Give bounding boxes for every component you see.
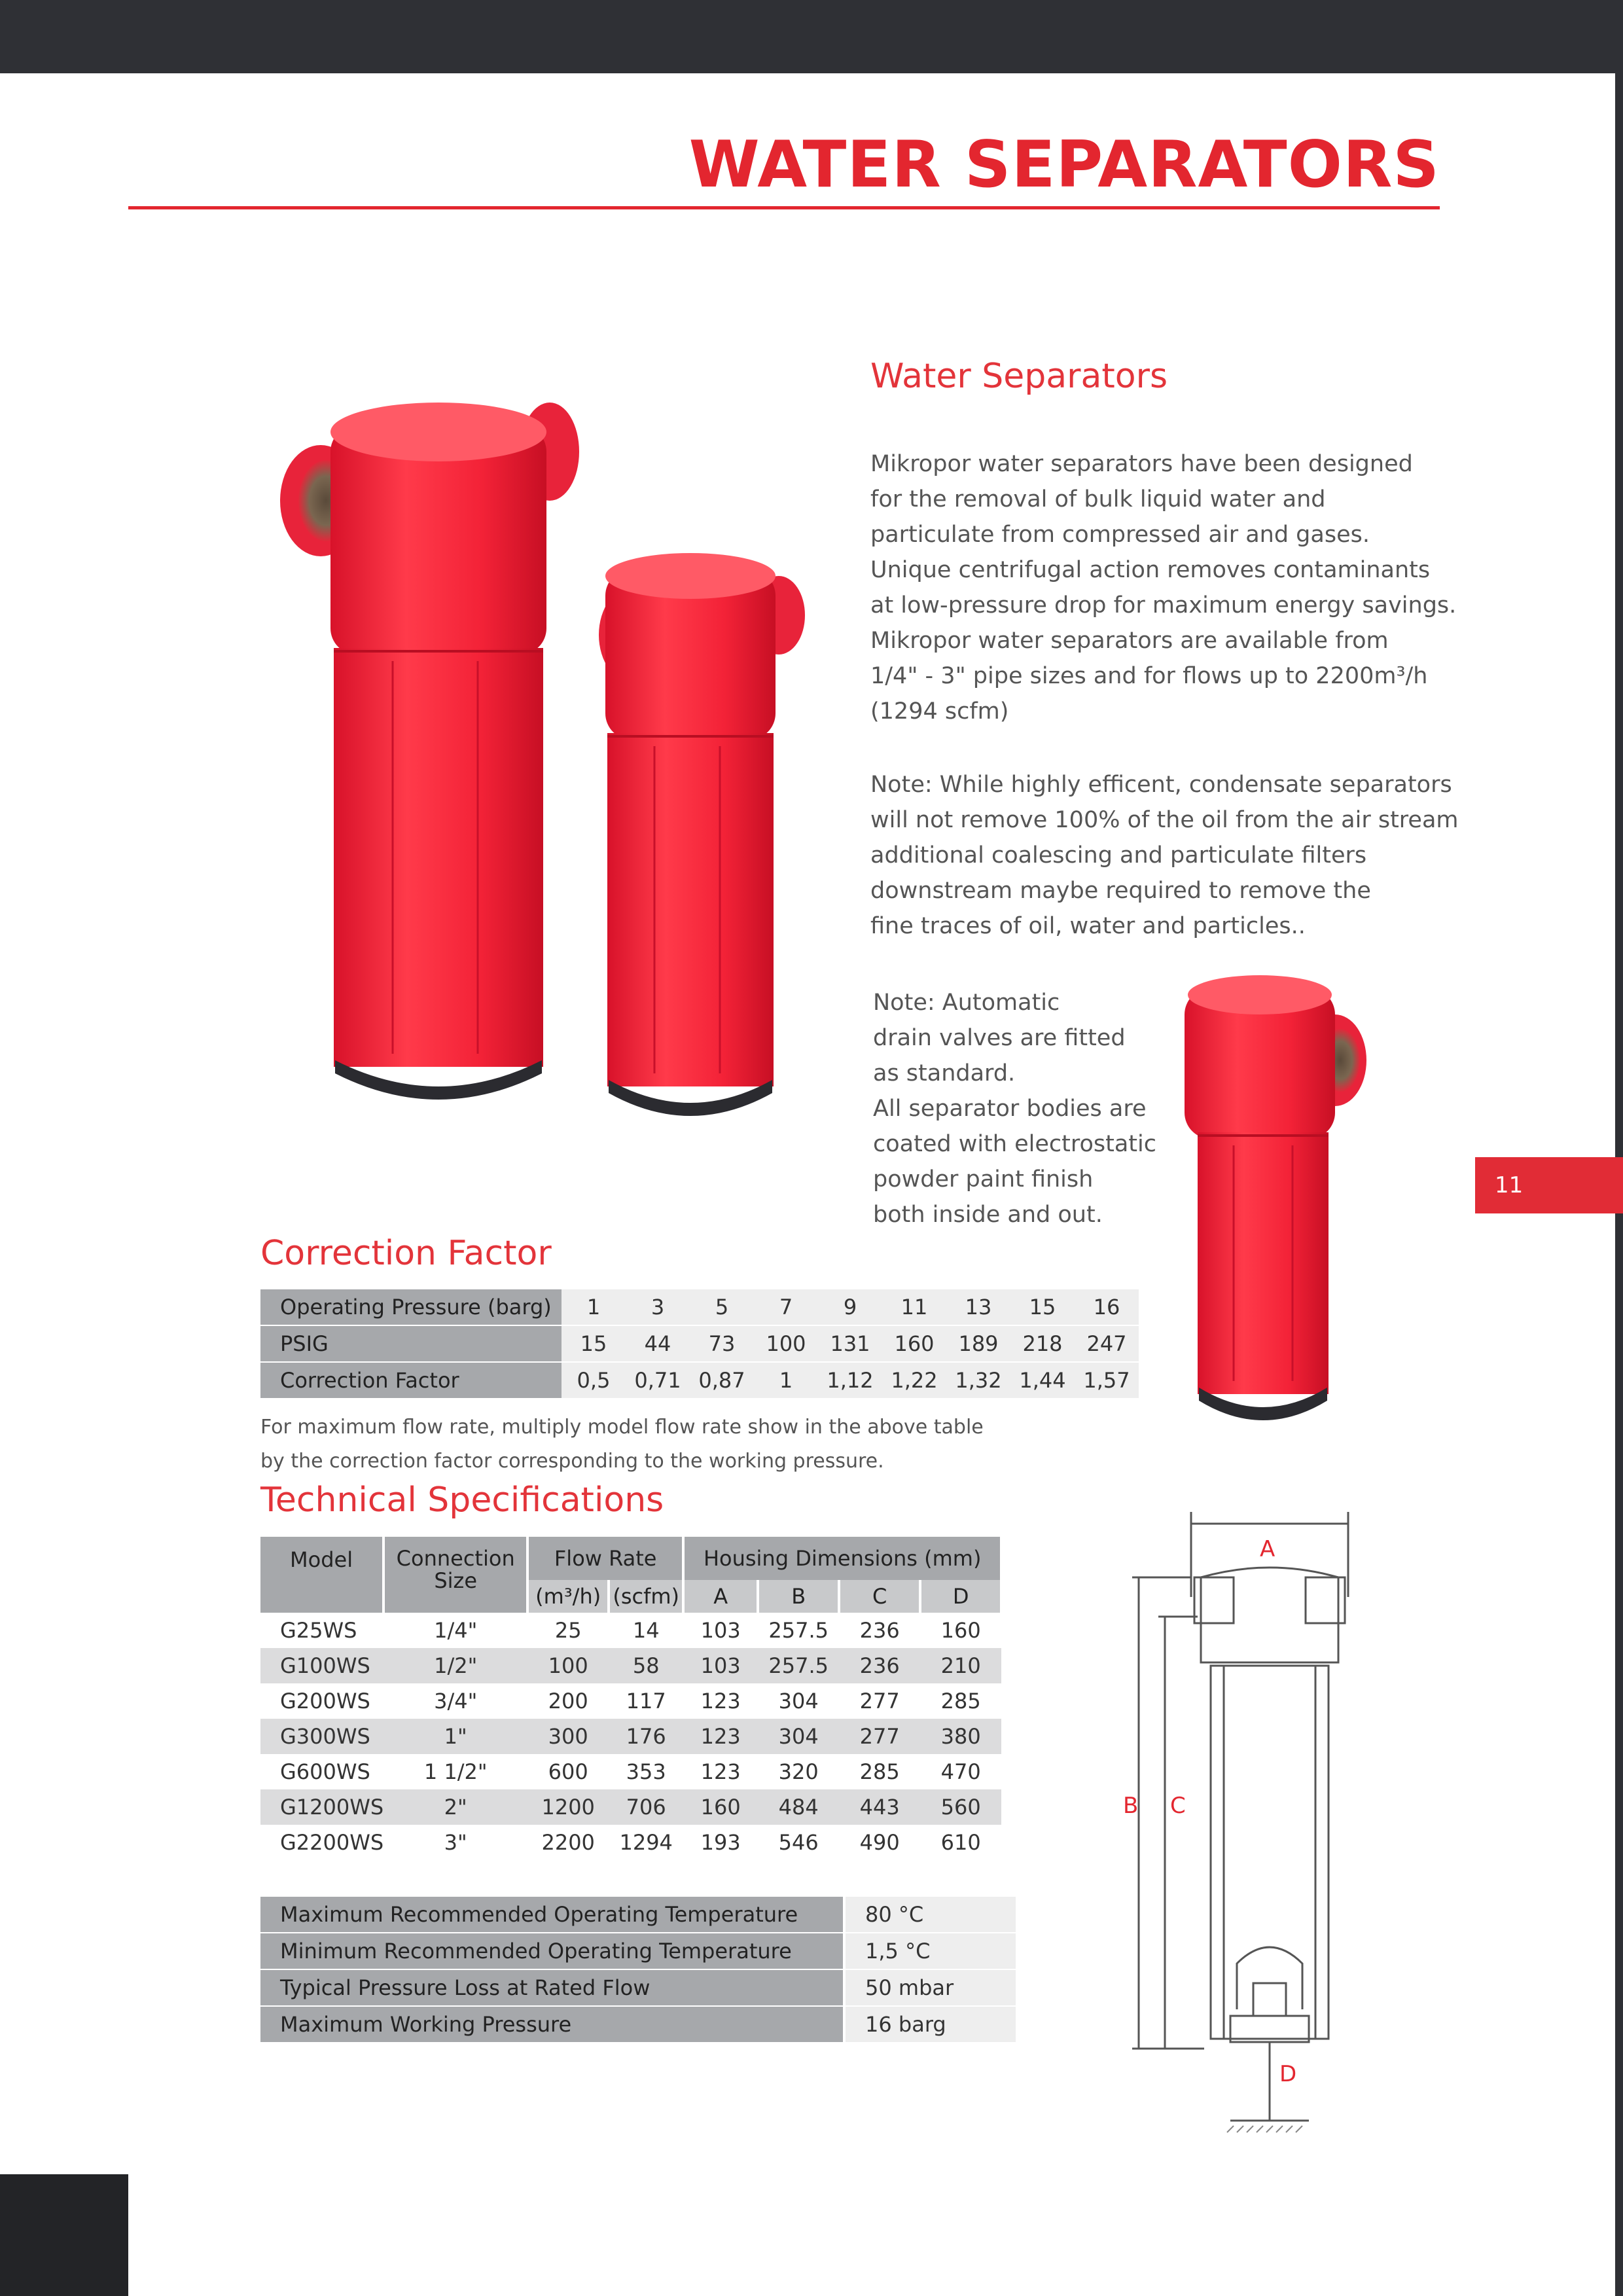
cell: 3" (444, 1830, 467, 1855)
cell: 1 1/2" (423, 1759, 488, 1784)
table-row (260, 1719, 1001, 1754)
cell: 123 (700, 1689, 741, 1713)
header-flow-rate: Flow Rate (527, 1537, 683, 1580)
cell: 117 (626, 1689, 666, 1713)
cell: 9 (818, 1289, 882, 1325)
correction-factor-table (260, 1289, 1139, 1399)
cell: 73 (690, 1325, 754, 1362)
cell: 103 (683, 1648, 758, 1683)
note-line: additional coalescing and particulate filters (870, 842, 1367, 869)
cell: 123 (700, 1759, 741, 1784)
cell: 0,5 (562, 1362, 626, 1399)
right-edge-bar (1615, 0, 1623, 2296)
limit-value: 16 barg (844, 2006, 1016, 2043)
limit-label: Typical Pressure Loss at Rated Flow (260, 1969, 844, 2006)
drain-note-line: All separator bodies are (873, 1096, 1147, 1122)
intro-line: particulate from compressed air and gases. (870, 522, 1370, 548)
cell: 560 (920, 1789, 1001, 1825)
cell: 600 (548, 1759, 588, 1784)
intro-heading: Water Separators (870, 357, 1168, 396)
limit-value: 80 °C (844, 1897, 1016, 1933)
cell: 200 (548, 1689, 588, 1713)
cell: 277 (859, 1689, 900, 1713)
note-line: will not remove 100% of the oil from the air stream (870, 807, 1459, 833)
model-cell: G1200WS (260, 1789, 383, 1825)
cell: 1,22 (882, 1362, 946, 1399)
cell: 100 (527, 1648, 609, 1683)
table-row (260, 1825, 1001, 1860)
page-title: WATER SEPARATORS (688, 128, 1440, 202)
cell: 210 (920, 1648, 1001, 1683)
correction-footnote (260, 1410, 1046, 1479)
cell: 1 (754, 1362, 818, 1399)
dimension-diagram (1113, 1505, 1387, 2134)
product-photo-single (1171, 975, 1368, 1433)
table-row (260, 1933, 1016, 1969)
table-row (260, 1754, 1001, 1789)
cell: 304 (758, 1719, 839, 1754)
product-photo-pair (262, 386, 812, 1158)
spec-table-body (260, 1613, 1001, 1860)
intro-line: 1/4" - 3" pipe sizes and for flows up to 2200m³/h (870, 663, 1428, 689)
row-label: Correction Factor (260, 1362, 562, 1399)
cell: 1/4" (434, 1618, 478, 1643)
note-line: Note: While highly efficent, condensate separators (870, 772, 1452, 798)
note-line: downstream maybe required to remove the (870, 878, 1371, 904)
model-cell: G2200WS (280, 1830, 384, 1855)
cell: 546 (778, 1830, 819, 1855)
header-housing: Housing Dimensions (mm) (683, 1537, 1001, 1580)
intro-line: (1294 scfm) (870, 698, 1009, 725)
cell: 16 (1075, 1289, 1139, 1325)
cell: 285 (859, 1759, 900, 1784)
cell: 1294 (619, 1830, 673, 1855)
cell: 610 (940, 1830, 981, 1855)
table-row (260, 1289, 1139, 1325)
label-a: A (1260, 1536, 1275, 1562)
note-line: fine traces of oil, water and particles.. (870, 913, 1306, 939)
table-row (260, 1325, 1139, 1362)
cell: 443 (839, 1789, 920, 1825)
cell: 1 (562, 1289, 626, 1325)
cell: 484 (758, 1789, 839, 1825)
drain-note-line: drain valves are fitted (873, 1025, 1126, 1051)
cell: 380 (920, 1719, 1001, 1754)
drain-note (873, 985, 1174, 1232)
cell: 300 (527, 1719, 609, 1754)
correction-heading: Correction Factor (260, 1234, 552, 1273)
cell: 123 (683, 1719, 758, 1754)
large-separator (280, 403, 579, 1100)
cell: 176 (609, 1719, 683, 1754)
table-row (260, 2006, 1016, 2043)
drain-note-line: as standard. (873, 1060, 1016, 1086)
limit-label: Maximum Working Pressure (260, 2006, 844, 2043)
cell: 218 (1010, 1325, 1075, 1362)
header-b: B (758, 1580, 839, 1613)
header-d: D (920, 1580, 1001, 1613)
cell: 470 (940, 1759, 981, 1784)
cell: 131 (818, 1325, 882, 1362)
label-c: C (1170, 1793, 1186, 1819)
cell: 160 (683, 1789, 758, 1825)
table-row (260, 1362, 1139, 1399)
intro-line: at low-pressure drop for maximum energy savings. (870, 592, 1457, 619)
cell: 5 (690, 1289, 754, 1325)
table-row (260, 1789, 1001, 1825)
cell: 285 (940, 1689, 981, 1713)
footnote-line: For maximum flow rate, multiply model flow rate show in the above table (260, 1416, 984, 1439)
cell: 100 (754, 1325, 818, 1362)
cell: 304 (778, 1689, 819, 1713)
limits-table (260, 1897, 1016, 2043)
label-b: B (1123, 1793, 1139, 1819)
cell: 14 (632, 1618, 660, 1643)
cell: 160 (882, 1325, 946, 1362)
label-d: D (1279, 2061, 1297, 2087)
cell: 103 (700, 1618, 741, 1643)
header-a: A (683, 1580, 758, 1613)
table-row (260, 1613, 1001, 1648)
cell: 0,87 (690, 1362, 754, 1399)
cell: 1200 (527, 1789, 609, 1825)
model-cell: G25WS (280, 1618, 357, 1643)
drain-note-line: powder paint finish (873, 1166, 1094, 1193)
cell: 1,57 (1075, 1362, 1139, 1399)
cell: 11 (882, 1289, 946, 1325)
cell: 1,12 (818, 1362, 882, 1399)
footnote-line: by the correction factor corresponding to the working pressure. (260, 1450, 884, 1473)
intro-line: Mikropor water separators have been designed (870, 451, 1413, 477)
cell: 58 (609, 1648, 683, 1683)
cell: 3 (626, 1289, 690, 1325)
cell: 236 (839, 1648, 920, 1683)
spec-table (260, 1537, 1003, 1860)
header-m3h: (m³/h) (527, 1580, 609, 1613)
table-row (260, 1648, 1001, 1683)
cell: 15 (1010, 1289, 1075, 1325)
row-label: Operating Pressure (barg) (260, 1289, 562, 1325)
cell: 1,44 (1010, 1362, 1075, 1399)
limit-label: Maximum Recommended Operating Temperature (260, 1897, 844, 1933)
cell: 257.5 (758, 1648, 839, 1683)
drain-note-line: Note: Automatic (873, 990, 1060, 1016)
cell: 193 (700, 1830, 741, 1855)
header-scfm: (scfm) (609, 1580, 683, 1613)
cell: 189 (946, 1325, 1010, 1362)
drain-note-line: coated with electrostatic (873, 1131, 1156, 1157)
table-row (260, 1969, 1016, 2006)
model-cell: G600WS (280, 1759, 370, 1784)
intro-paragraph (870, 446, 1459, 729)
cell: 1/2" (383, 1648, 527, 1683)
cell: 257.5 (768, 1618, 829, 1643)
intro-line: Unique centrifugal action removes contaminants (870, 557, 1431, 583)
cell: 25 (554, 1618, 582, 1643)
intro-line: for the removal of bulk liquid water and (870, 486, 1326, 512)
cell: 2" (383, 1789, 527, 1825)
cell: 320 (778, 1759, 819, 1784)
cell: 2200 (541, 1830, 595, 1855)
intro-line: Mikropor water separators are available from (870, 628, 1389, 654)
limit-value: 1,5 °C (844, 1933, 1016, 1969)
title-divider (128, 206, 1440, 209)
cell: 13 (946, 1289, 1010, 1325)
bottom-corner-block (0, 2174, 128, 2296)
cell: 247 (1075, 1325, 1139, 1362)
model-cell: G300WS (260, 1719, 383, 1754)
cell: 1,32 (946, 1362, 1010, 1399)
cell: 353 (626, 1759, 666, 1784)
model-cell: G100WS (260, 1648, 383, 1683)
cell: 3/4" (434, 1689, 478, 1713)
cell: 0,71 (626, 1362, 690, 1399)
table-row (260, 1683, 1001, 1719)
limit-label: Minimum Recommended Operating Temperature (260, 1933, 844, 1969)
cell: 236 (859, 1618, 900, 1643)
model-cell: G200WS (280, 1689, 370, 1713)
cell: 160 (940, 1618, 981, 1643)
cell: 277 (839, 1719, 920, 1754)
cell: 15 (562, 1325, 626, 1362)
small-separator (599, 553, 805, 1116)
row-label: PSIG (260, 1325, 562, 1362)
cell: 7 (754, 1289, 818, 1325)
cell: 490 (859, 1830, 900, 1855)
limit-value: 50 mbar (844, 1969, 1016, 2006)
drain-note-line: both inside and out. (873, 1202, 1103, 1228)
table-row (260, 1897, 1016, 1933)
header-connection: Connection Size (383, 1537, 527, 1613)
cell: 706 (609, 1789, 683, 1825)
header-c: C (839, 1580, 920, 1613)
cell: 1" (383, 1719, 527, 1754)
cell: 44 (626, 1325, 690, 1362)
top-bar (0, 0, 1623, 73)
header-model: Model (260, 1537, 383, 1613)
page-number-tab: 11 (1475, 1157, 1623, 1213)
specs-heading: Technical Specifications (260, 1480, 664, 1520)
oil-note-paragraph (870, 767, 1459, 944)
